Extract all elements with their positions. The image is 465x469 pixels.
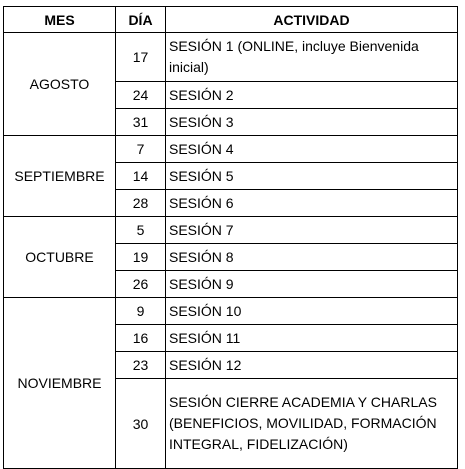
day-cell: 31 [116,109,166,136]
table-row [4,136,458,163]
table-row [4,33,458,82]
day-cell: 24 [116,82,166,109]
activity-cell: SESIÓN 1 (ONLINE, incluye Bienvenida inicial) [166,33,458,82]
header-row [4,7,458,33]
activity-cell: SESIÓN 6 [166,190,458,217]
schedule-table [3,6,458,469]
table-row [4,298,458,325]
activity-cell: SESIÓN 11 [166,325,458,352]
day-cell: 5 [116,217,166,244]
day-cell: 14 [116,163,166,190]
day-cell: 17 [116,33,166,82]
activity-cell: SESIÓN 7 [166,217,458,244]
activity-cell: SESIÓN 2 [166,82,458,109]
month-cell-noviembre: NOVIEMBRE [4,298,116,469]
activity-cell: SESIÓN 5 [166,163,458,190]
activity-cell: SESIÓN 4 [166,136,458,163]
header-actividad: ACTIVIDAD [166,7,458,33]
day-cell: 26 [116,271,166,298]
day-cell: 30 [116,379,166,469]
day-cell: 28 [116,190,166,217]
day-cell: 19 [116,244,166,271]
activity-cell: SESIÓN 12 [166,352,458,379]
header-dia: DÍA [116,7,166,33]
month-cell-octubre: OCTUBRE [4,217,116,298]
activity-cell: SESIÓN 9 [166,271,458,298]
day-cell: 7 [116,136,166,163]
month-cell-agosto: AGOSTO [4,33,116,136]
day-cell: 9 [116,298,166,325]
day-cell: 16 [116,325,166,352]
table-row [4,217,458,244]
header-mes: MES [4,7,116,33]
activity-cell: SESIÓN 3 [166,109,458,136]
activity-cell: SESIÓN 10 [166,298,458,325]
month-cell-septiembre: SEPTIEMBRE [4,136,116,217]
activity-cell: SESIÓN CIERRE ACADEMIA Y CHARLAS (BENEFICIOS, MOVILIDAD, FORMACIÓN INTEGRAL, FIDELIZACIÓN) [166,379,458,469]
day-cell: 23 [116,352,166,379]
activity-cell: SESIÓN 8 [166,244,458,271]
